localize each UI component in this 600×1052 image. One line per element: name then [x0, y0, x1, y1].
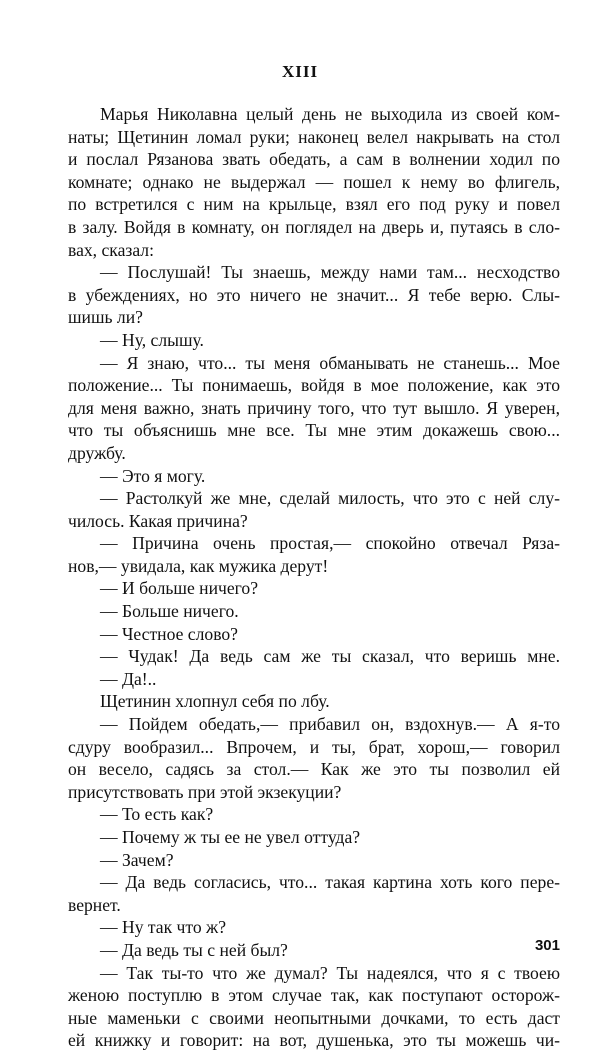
text-line: — Да!.. — [100, 668, 157, 689]
text-line: — И больше ничего? — [100, 578, 259, 599]
text-line: — Растолкуй же мне, сделай милость, что это с ней слу- — [100, 488, 560, 509]
text-line: он весело, садясь за стол.— Как же это ты позволил ей — [68, 759, 560, 780]
text-line: — Ну, слышу. — [100, 329, 204, 350]
body-text — [68, 103, 560, 1052]
chapter-heading: XIII — [281, 62, 319, 81]
text-line: женою поступлю в этом случае так, как поступают осторож- — [68, 985, 560, 1006]
text-line: для меня важно, знать причину того, что тут вышло. Я уверен, — [68, 397, 560, 418]
text-line: — Чудак! Да ведь сам же ты сказал, что веришь мне. — [100, 646, 560, 667]
text-line: — Больше ничего. — [100, 601, 239, 622]
text-line: вах, сказал: — [68, 239, 154, 260]
text-line: — Послушай! Ты знаешь, между нами там... несходство — [100, 262, 560, 283]
text-line: в залу. Войдя в комнату, он поглядел на дверь и, путаясь в сло- — [68, 216, 560, 237]
text-line: по встретился с ним на крыльце, взял его под руку и повел — [68, 194, 560, 215]
text-line: — Я знаю, что... ты меня обманывать не станешь... Мое — [100, 352, 560, 373]
page-number: 301 — [534, 937, 560, 954]
text-line: — Причина очень простая,— спокойно отвечал Ряза- — [100, 533, 560, 554]
text-line: — Почему ж ты ее не увел оттуда? — [100, 827, 361, 847]
text-line: положение... Ты понимаешь, войдя в мое положение, как это — [68, 375, 560, 396]
text-line: в убеждениях, но это ничего не значит... Я тебе верю. Слы- — [68, 284, 560, 305]
text-line: ей книжку и говорит: на вот, душенька, это ты можешь чи- — [68, 1030, 560, 1051]
text-line: наты; Щетинин ломал руки; наконец велел накрывать на стол — [68, 126, 560, 147]
text-line: ные маменьки с своими неопытными дочками, то есть даст — [68, 1007, 560, 1028]
text-line: Марья Николавна целый день не выходила из своей ком- — [100, 104, 560, 124]
text-line: вернет. — [68, 894, 121, 915]
text-line: — Так ты-то что же думал? Ты надеялся, что я с твоею — [100, 962, 560, 983]
text-line: — Пойдем обедать,— прибавил он, вздохнув.— А я-то — [100, 714, 560, 735]
text-line: — Ну так что ж? — [100, 917, 227, 938]
text-line: шишь ли? — [68, 307, 143, 328]
text-line: — Зачем? — [100, 849, 174, 870]
text-line: — Это я могу. — [100, 465, 206, 486]
text-line: — Честное слово? — [100, 623, 238, 644]
text-line: Щетинин хлопнул себя по лбу. — [100, 691, 330, 712]
text-line: присутствовать при этой экзекуции? — [68, 781, 342, 802]
text-line: — Да ведь согласись, что... такая картина хоть кого пере- — [100, 872, 560, 893]
text-line: и послал Рязанова звать обедать, а сам в волнении ходил по — [68, 149, 560, 170]
text-line: — Да ведь ты с ней был? — [100, 939, 288, 960]
text-line: нов,— увидала, как мужика дерут! — [68, 555, 329, 576]
text-line: комнате; однако не выдержал — пошел к нему во флигель, — [68, 171, 560, 192]
text-line: дружбу. — [68, 442, 126, 463]
text-line: сдуру вообразил... Впрочем, и ты, брат, хорош,— говорил — [68, 736, 560, 757]
text-line: — То есть как? — [100, 804, 214, 825]
text-line: чилось. Какая причина? — [68, 510, 248, 531]
text-line: что ты объяснишь мне все. Ты мне этим докажешь свою... — [68, 420, 560, 441]
